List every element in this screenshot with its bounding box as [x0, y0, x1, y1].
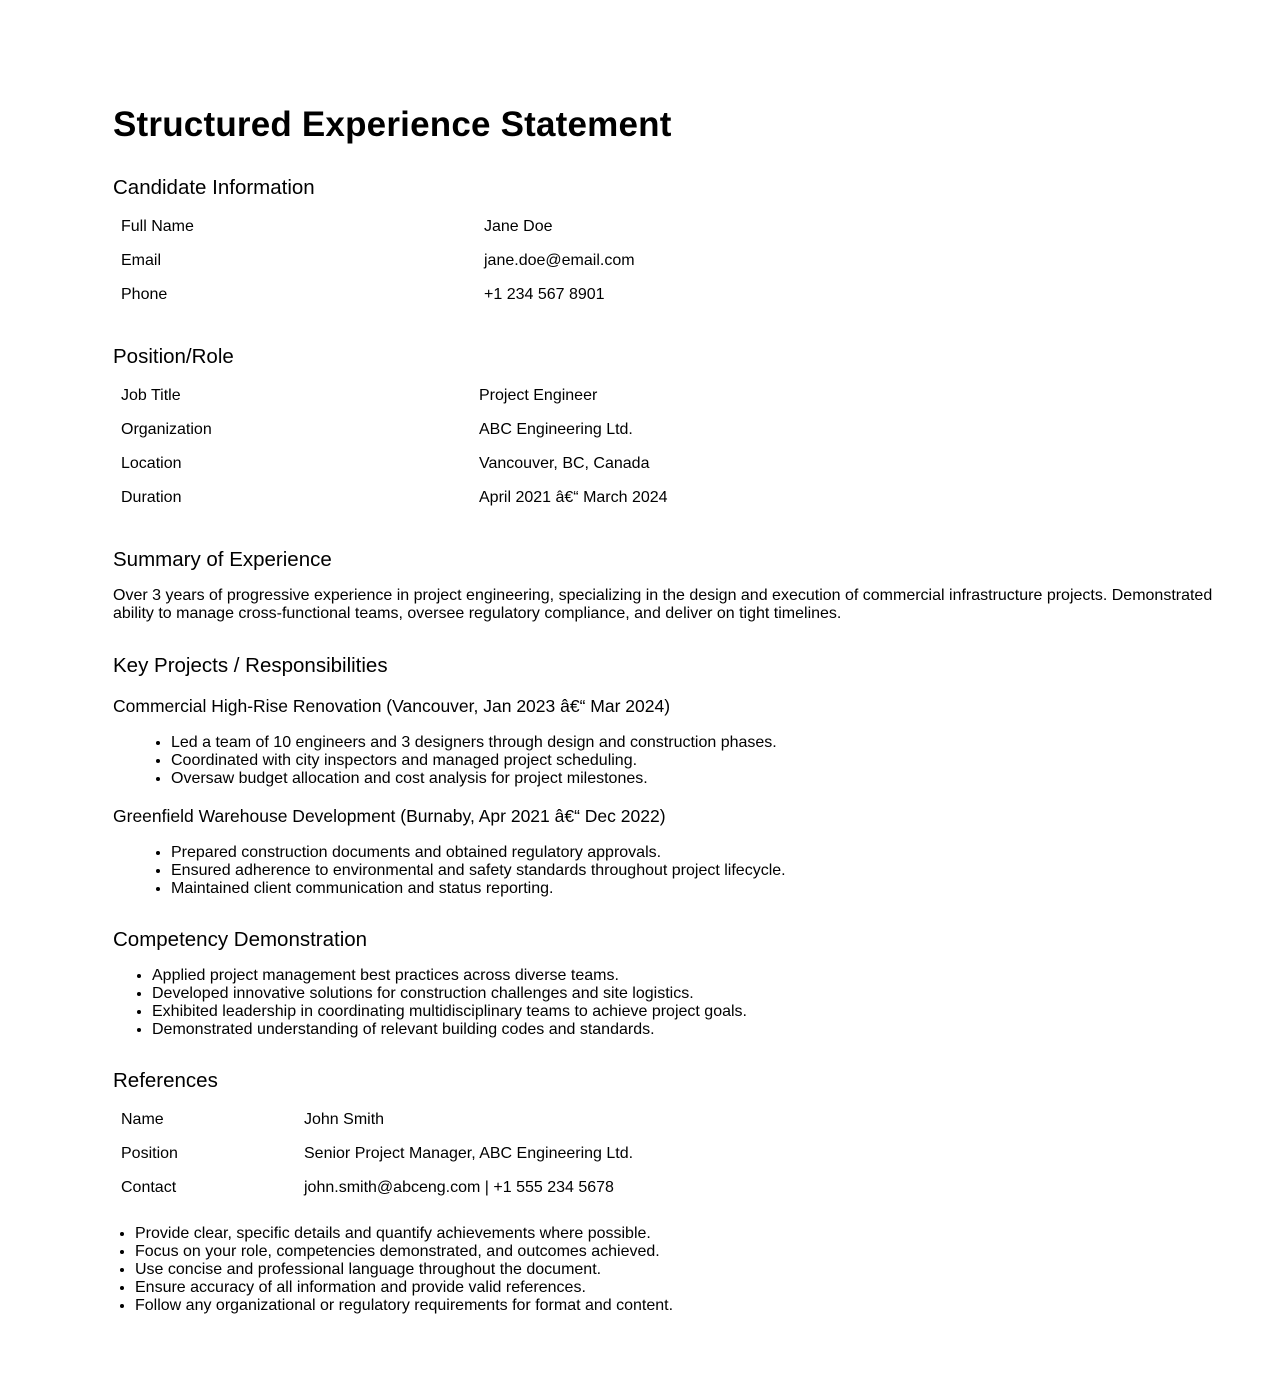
- project-bullets: [113, 734, 1213, 788]
- reference-contact-value: john.smith@abceng.com | +1 555 234 5678: [304, 1179, 614, 1196]
- list-item: • Maintained client communication and status reporting.: [171, 880, 1213, 898]
- list-item: • Ensured adherence to environmental and safety standards throughout project lifecycle.: [171, 862, 1213, 880]
- table-row: [115, 211, 761, 243]
- organization-label: Organization: [121, 421, 212, 438]
- references-heading: References: [113, 1069, 218, 1092]
- list-item: • Applied project management best practices across diverse teams.: [152, 967, 1213, 985]
- table-row: [115, 1172, 761, 1204]
- full-name-value: Jane Doe: [484, 218, 553, 235]
- project-title: Greenfield Warehouse Development (Burnaby, Apr 2021 â€“ Dec 2022): [113, 806, 666, 826]
- project-title: Commercial High-Rise Renovation (Vancouver, Jan 2023 â€“ Mar 2024): [113, 696, 671, 716]
- list-item: • Prepared construction documents and obtained regulatory approvals.: [171, 844, 1213, 862]
- project-bullets: [113, 844, 1213, 898]
- position-heading: Position/Role: [113, 345, 234, 368]
- organization-value: ABC Engineering Ltd.: [479, 421, 633, 438]
- page-title: Structured Experience Statement: [113, 105, 672, 144]
- summary-section: [113, 548, 1213, 623]
- references-table: [113, 1102, 763, 1206]
- reference-contact-label: Contact: [121, 1179, 177, 1196]
- list-item: • Exhibited leadership in coordinating multidisciplinary teams to achieve project goals.: [152, 1003, 1213, 1021]
- list-item: • Focus on your role, competencies demonstrated, and outcomes achieved.: [135, 1243, 1213, 1261]
- reference-name-label: Name: [121, 1111, 164, 1128]
- table-row: [115, 279, 761, 311]
- candidate-section: [113, 176, 1213, 313]
- competency-section: [113, 928, 1213, 1039]
- email-value: jane.doe@email.com: [484, 252, 635, 269]
- list-item: • Provide clear, specific details and quantify achievements where possible.: [135, 1225, 1213, 1243]
- list-item: • Demonstrated understanding of relevant building codes and standards.: [152, 1021, 1213, 1039]
- phone-value: +1 234 567 8901: [484, 286, 605, 303]
- job-title-label: Job Title: [121, 387, 181, 404]
- projects-section: [113, 654, 1213, 898]
- projects-heading: Key Projects / Responsibilities: [113, 654, 388, 677]
- list-item: • Ensure accuracy of all information and provide valid references.: [135, 1279, 1213, 1297]
- list-item: • Coordinated with city inspectors and managed project scheduling.: [171, 752, 1213, 770]
- full-name-label: Full Name: [121, 218, 194, 235]
- table-row: [115, 245, 761, 277]
- table-row: [115, 1138, 761, 1170]
- table-row: [115, 482, 761, 514]
- summary-text: Over 3 years of progressive experience in project engineering, specializing in the design and execution of commercial infrastructure projects. Demonstrated ability to manage cross-functional teams, oversee regulatory compliance, and deliver on tight timelines.: [113, 587, 1213, 622]
- table-row: [115, 448, 761, 480]
- job-title-value: Project Engineer: [479, 387, 598, 404]
- guidelines-list: [113, 1225, 1213, 1315]
- duration-label: Duration: [121, 489, 182, 506]
- position-section: [113, 345, 1213, 516]
- table-row: [115, 1104, 761, 1136]
- email-label: Email: [121, 252, 162, 269]
- reference-position-label: Position: [121, 1145, 178, 1162]
- location-label: Location: [121, 455, 182, 472]
- guidelines-section: [113, 1225, 1213, 1315]
- location-value: Vancouver, BC, Canada: [479, 455, 650, 472]
- list-item: • Follow any organizational or regulatory requirements for format and content.: [135, 1297, 1213, 1315]
- table-row: [115, 380, 761, 412]
- position-table: [113, 378, 763, 516]
- summary-heading: Summary of Experience: [113, 548, 332, 571]
- list-item: • Oversaw budget allocation and cost analysis for project milestones.: [171, 770, 1213, 788]
- candidate-heading: Candidate Information: [113, 176, 315, 199]
- list-item: • Use concise and professional language throughout the document.: [135, 1261, 1213, 1279]
- competency-heading: Competency Demonstration: [113, 928, 368, 951]
- competency-bullets: [113, 967, 1213, 1039]
- duration-value: April 2021 â€“ March 2024: [479, 489, 668, 506]
- list-item: • Led a team of 10 engineers and 3 designers through design and construction phases.: [171, 734, 1213, 752]
- list-item: • Developed innovative solutions for construction challenges and site logistics.: [152, 985, 1213, 1003]
- candidate-table: [113, 209, 763, 313]
- references-section: [113, 1069, 1213, 1206]
- reference-name-value: John Smith: [304, 1111, 385, 1128]
- table-row: [115, 414, 761, 446]
- reference-position-value: Senior Project Manager, ABC Engineering Ltd.: [304, 1145, 634, 1162]
- phone-label: Phone: [121, 286, 168, 303]
